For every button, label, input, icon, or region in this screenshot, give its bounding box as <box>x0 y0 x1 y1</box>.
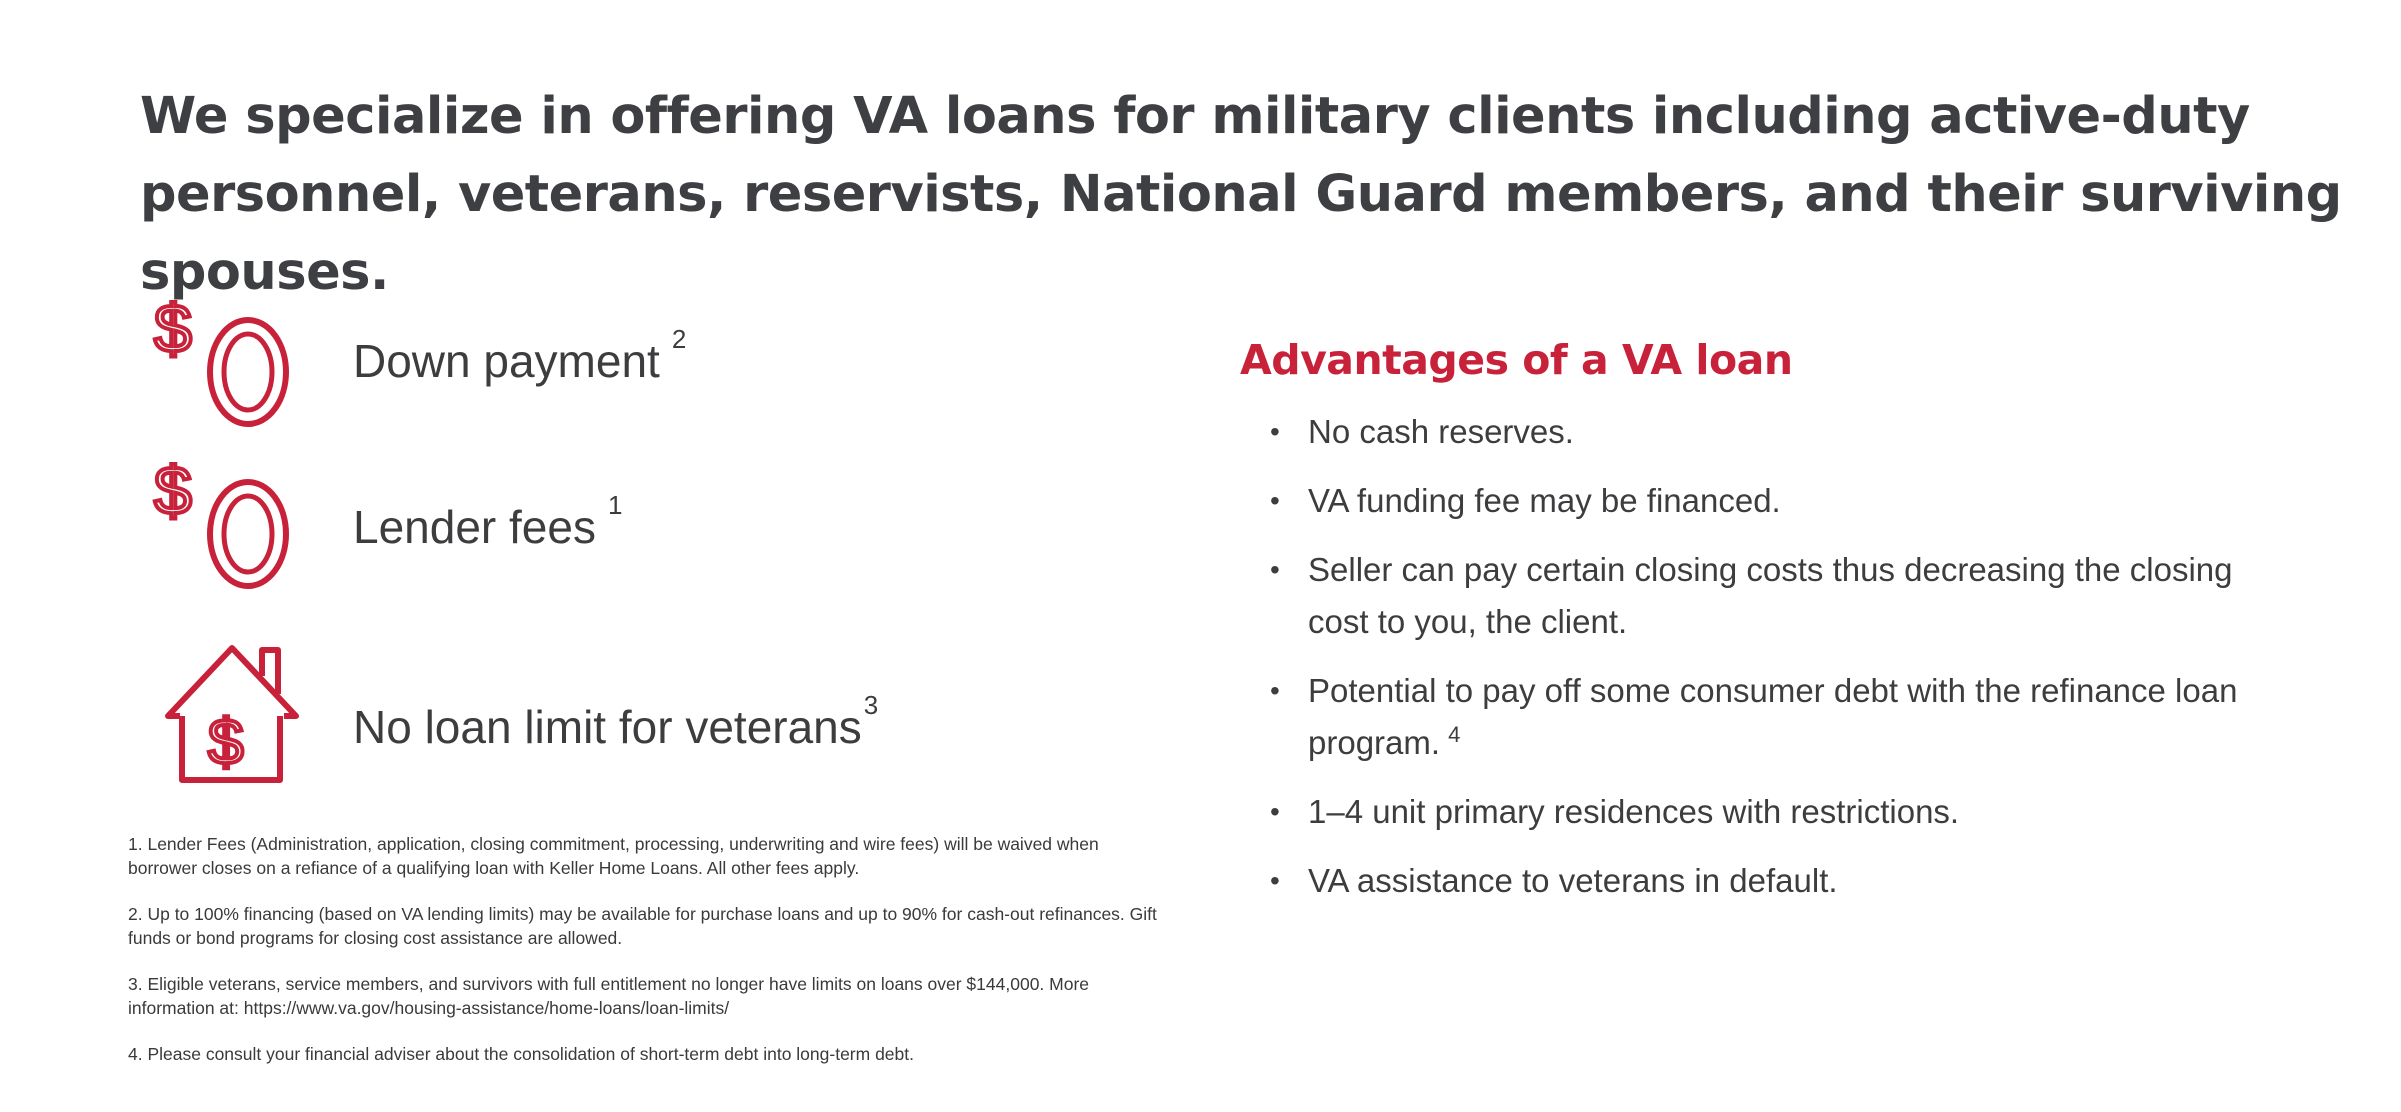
list-item: • No cash reserves. <box>1270 406 2270 458</box>
list-item: • VA funding fee may be financed. <box>1270 475 2270 527</box>
svg-text:$: $ <box>154 462 192 529</box>
feature-label: No loan limit for veterans$^3$ <box>353 690 879 753</box>
list-item: • Seller can pay certain closing costs thus decreasing the closing cost to you, the client. <box>1270 544 2270 648</box>
list-item: • VA assistance to veterans in default. <box>1270 855 2270 907</box>
svg-text:$: $ <box>208 706 244 778</box>
zero-dollar-icon <box>150 462 310 602</box>
house-dollar-icon <box>150 640 320 790</box>
page-headline: We specialize in offering VA loans for military clients including active-duty personnel, veterans, reservists, National Guard members, and their surviving spouses. <box>140 87 2342 302</box>
list-item: • Potential to pay off some consumer debt with the refinance loan program. $^4$ <box>1270 665 2270 769</box>
feature-label: Down payment $^2$ <box>353 324 687 387</box>
footnote: 1. Lender Fees (Administration, application, closing commitment, processing, underwriting and wire fees) will be waived when borrower closes on a refiance of a qualifying loan with Keller Home Loans. All other fees apply. <box>128 834 1099 878</box>
advantages-list <box>1270 406 2270 924</box>
footnotes <box>128 832 1168 1088</box>
zero-dollar-icon <box>150 300 310 440</box>
svg-text:$: $ <box>154 300 192 367</box>
footnote: 2. Up to 100% financing (based on VA lending limits) may be available for purchase loans and up to 90% for cash-out refinances. Gift funds or bond programs for closing cost assistance are allowed. <box>128 904 1157 948</box>
advantages-title: Advantages of a VA loan <box>1240 336 1793 384</box>
footnote: 4. Please consult your financial adviser about the consolidation of short-term debt into long-term debt. <box>128 1044 914 1064</box>
list-item: • 1–4 unit primary residences with restrictions. <box>1270 786 2270 838</box>
feature-label: Lender fees $^1$ <box>353 490 623 553</box>
footnote: 3. Eligible veterans, service members, and survivors with full entitlement no longer have limits on loans over $144,000. More information at: https://www.va.gov/housing-assistance/home-loans/loan-limits/ <box>128 974 1090 1018</box>
